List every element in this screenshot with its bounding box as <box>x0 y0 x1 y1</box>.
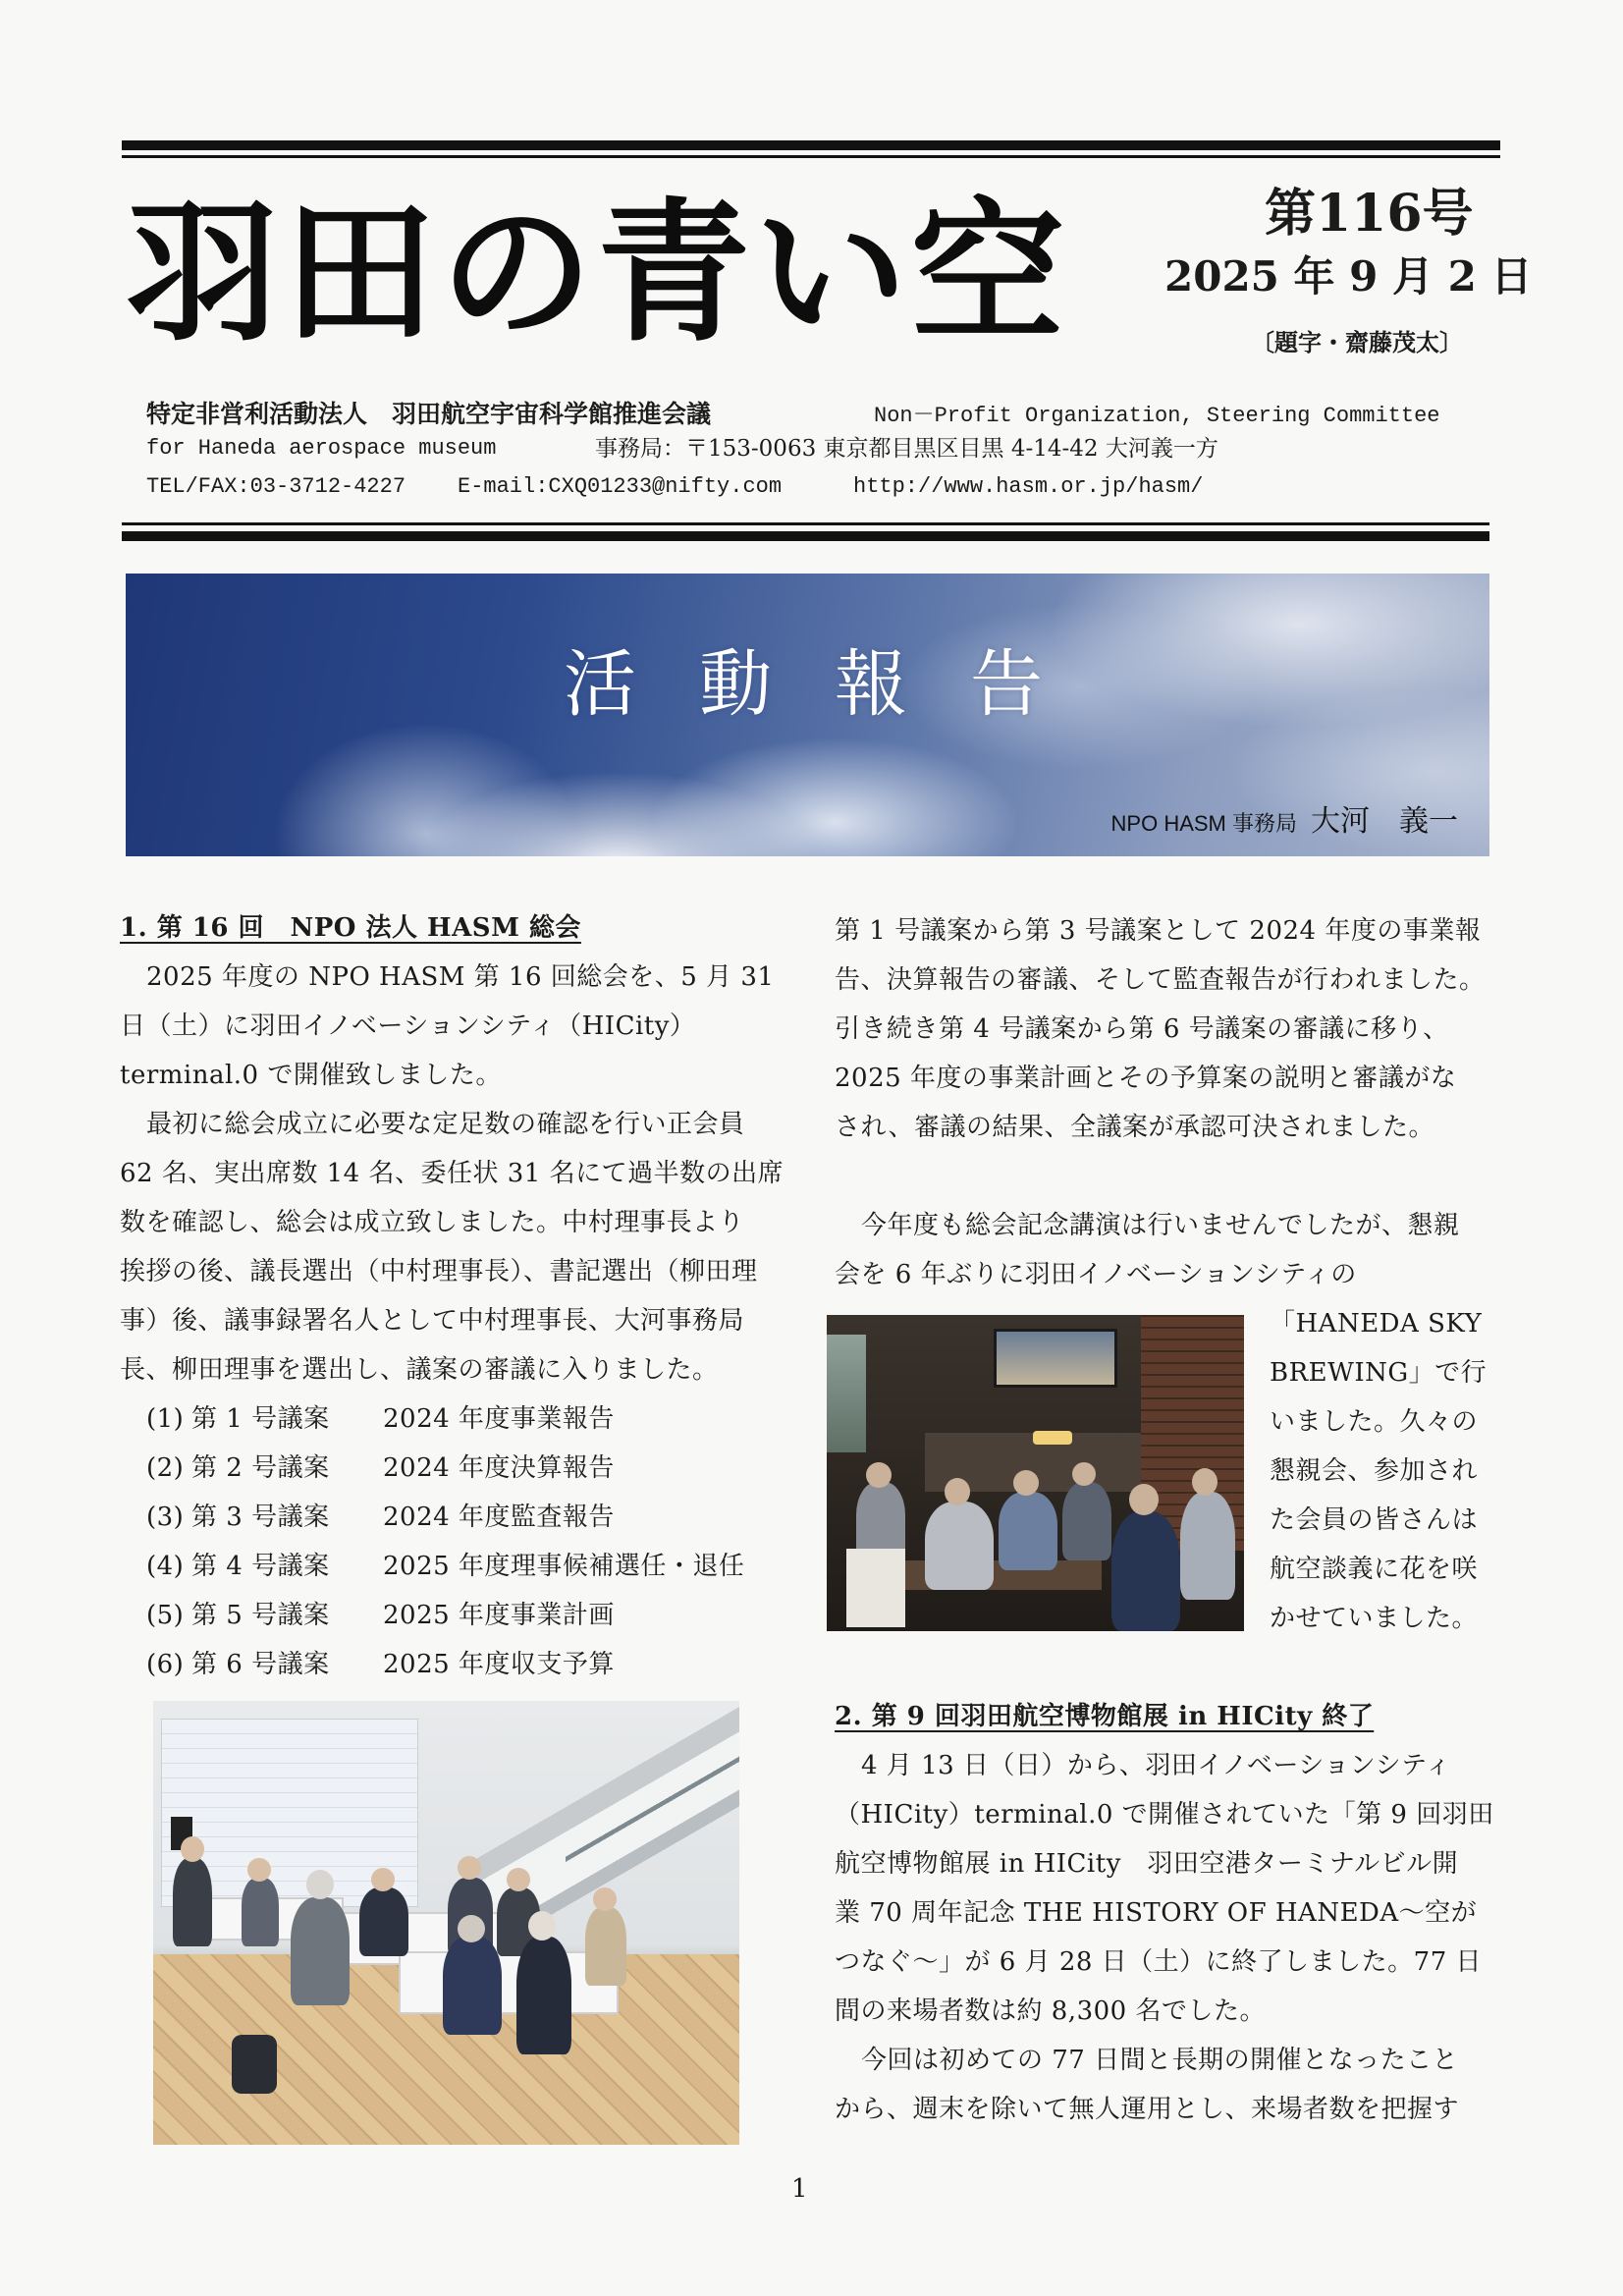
attendee <box>516 1937 571 2054</box>
photo-side-line: 航空談義に花を咲 <box>1270 1555 1479 1584</box>
left-column <box>120 903 784 1689</box>
photo-side-line: BREWING」で行 <box>1270 1358 1488 1388</box>
photo-side-line: た会員の皆さんは <box>1270 1505 1479 1535</box>
right-para1-line: 告、決算報告の審議、そして監査報告が行われました。 <box>835 965 1486 995</box>
attendee-head <box>1192 1468 1217 1496</box>
right-para1-line: 第 1 号議案から第 3 号議案として 2024 年度の事業報 <box>835 916 1482 946</box>
attendee-head <box>458 1915 485 1942</box>
section2-line: 今回は初めての 77 日間と長期の開催となったこと <box>861 2046 1459 2075</box>
page-number: 1 <box>791 2174 808 2204</box>
agenda-item <box>120 1493 778 1542</box>
agenda-list <box>120 1394 778 1689</box>
attendee-head <box>247 1858 271 1882</box>
newsletter-title: 羽田の青い空 <box>126 183 1068 362</box>
agenda-number: (5) <box>146 1601 185 1630</box>
right-para2-line: 会を 6 年ぶりに羽田イノベーションシティの <box>835 1260 1357 1289</box>
banner-title: 活動報告 <box>564 642 1106 727</box>
photo-side-line: 「HANEDA SKY <box>1270 1309 1483 1339</box>
paragraph-spacer <box>835 1643 1502 1692</box>
section2-line: 業 70 周年記念 THE HISTORY OF HANEDA～空が <box>835 1898 1478 1928</box>
attendee <box>585 1907 626 1986</box>
title-calligrapher: 〔題字・齋藤茂太〕 <box>1251 328 1463 356</box>
attendee-head <box>945 1478 970 1505</box>
masthead-top-rule-thin <box>122 155 1500 158</box>
agenda-item <box>120 1394 778 1444</box>
stair-railing <box>566 1740 739 1897</box>
counter-light <box>1033 1431 1072 1445</box>
agenda-description: 2024 年度決算報告 <box>383 1453 615 1483</box>
attendee-head <box>1013 1470 1039 1496</box>
author-name: 大河 義一 <box>1311 804 1458 839</box>
attendee-head <box>371 1868 395 1891</box>
wall-picture <box>994 1329 1117 1388</box>
attendee-head <box>306 1870 334 1899</box>
attendee <box>1062 1482 1111 1560</box>
photo-side-line: いました。久々の <box>1270 1407 1479 1437</box>
banner-author <box>1111 805 1458 843</box>
tel-fax: TEL/FAX:03-3712-4227 <box>146 474 406 499</box>
agenda-label: 第 4 号議案 <box>191 1552 330 1581</box>
issue-number: 第116号 <box>1265 184 1474 244</box>
section2-line: から、週末を除いて無人運用とし、来場者数を把握す <box>835 2095 1460 2124</box>
attendee <box>925 1502 994 1590</box>
agenda-description: 2025 年度収支予算 <box>383 1650 615 1679</box>
section1-line: 事）後、議事録署名人として中村理事長、大河事務局 <box>120 1306 745 1336</box>
agenda-number: (6) <box>146 1650 185 1679</box>
window <box>827 1335 866 1452</box>
agenda-label: 第 5 号議案 <box>191 1601 330 1630</box>
social-gathering-photo <box>827 1315 1244 1631</box>
agenda-description: 2024 年度監査報告 <box>383 1503 615 1532</box>
section2-line: 航空博物館展 in HICity 羽田空港ターミナルビル開 <box>835 1849 1459 1879</box>
attendee <box>359 1887 408 1956</box>
attendee-head <box>181 1836 204 1862</box>
organization-name-en-1: Non－Profit Organization, Steering Committee <box>874 404 1440 428</box>
backpack <box>232 2035 277 2094</box>
menu-board <box>846 1549 905 1627</box>
section1-line: 長、柳田理事を選出し、議案の審議に入りました。 <box>120 1355 719 1385</box>
organization-name-ja: 特定非営利活動法人 羽田航空宇宙科学館推進会議 <box>146 400 712 428</box>
agenda-item <box>120 1640 778 1689</box>
agenda-description: 2024 年度事業報告 <box>383 1404 615 1434</box>
masthead-top-rule-thick <box>122 140 1500 150</box>
agenda-label: 第 3 号議案 <box>191 1503 330 1532</box>
attendee <box>1180 1492 1235 1600</box>
section1-line: terminal.0 で開催致しました。 <box>120 1061 502 1090</box>
website-url: http://www.hasm.or.jp/hasm/ <box>853 474 1204 499</box>
attendee <box>291 1897 350 2005</box>
right-para1-line: 引き続き第 4 号議案から第 6 号議案の審議に移り、 <box>835 1014 1449 1044</box>
attendee-head <box>593 1887 617 1911</box>
section1-line: 挨拶の後、議長選出（中村理事長）、書記選出（柳田理 <box>120 1257 758 1286</box>
section1-line: 日（土）に羽田イノベーションシティ（HICity） <box>120 1011 696 1041</box>
photo-side-line: かせていました。 <box>1270 1604 1479 1633</box>
email-address: E-mail:CXQ01233@nifty.com <box>458 474 783 499</box>
agenda-number: (1) <box>146 1404 185 1434</box>
attendee <box>1111 1511 1180 1631</box>
attendee-head <box>866 1462 892 1488</box>
agenda-label: 第 2 号議案 <box>191 1453 330 1483</box>
section1-heading: 1. 第 16 回 NPO 法人 HASM 総会 <box>120 913 581 943</box>
agenda-item <box>120 1542 778 1591</box>
section2-line: 4 月 13 日（日）から、羽田イノベーションシティ <box>861 1751 1452 1780</box>
attendee-head <box>528 1911 556 1941</box>
agenda-label: 第 1 号議案 <box>191 1404 330 1434</box>
attendee <box>443 1937 502 2035</box>
agenda-item <box>120 1444 778 1493</box>
right-para1-line: され、審議の結果、全議案が承認可決されました。 <box>835 1113 1435 1142</box>
section1-line: 2025 年度の NPO HASM 第 16 回総会を、5 月 31 <box>146 962 775 992</box>
section1-line: 62 名、実出席数 14 名、委任状 31 名にて過半数の出席 <box>120 1159 784 1188</box>
masthead-bottom-rule-thin <box>122 522 1489 525</box>
agenda-description: 2025 年度理事候補選任・退任 <box>383 1552 745 1581</box>
attendee <box>242 1878 279 1946</box>
attendee <box>999 1492 1057 1570</box>
activity-report-banner <box>126 574 1489 856</box>
masthead-bottom-rule-thick <box>122 531 1489 541</box>
attendee-head <box>1129 1484 1159 1515</box>
section2-line: つなぐ～」が 6 月 28 日（土）に終了しました。77 日 <box>835 1947 1483 1977</box>
right-para1-line: 2025 年度の事業計画とその予算案の説明と審議がな <box>835 1064 1457 1093</box>
section1-line: 数を確認し、総会は成立致しました。中村理事長より <box>120 1208 745 1237</box>
agenda-number: (3) <box>146 1503 185 1532</box>
attendee-head <box>458 1856 481 1880</box>
general-meeting-photo <box>153 1701 739 2145</box>
section2-line: （HICity）terminal.0 で開催されていた「第 9 回羽田 <box>835 1800 1494 1830</box>
paragraph-spacer <box>835 1152 1502 1201</box>
section2-heading: 2. 第 9 回羽田航空博物館展 in HICity 終了 <box>835 1702 1375 1731</box>
section1-line: 最初に総会成立に必要な定足数の確認を行い正会員 <box>146 1110 745 1139</box>
attendee <box>173 1858 212 1946</box>
office-address: 事務局：〒153-0063 東京都目黒区目黒 4-14-42 大河義一方 <box>595 436 1218 462</box>
attendee-head <box>1072 1462 1096 1486</box>
agenda-description: 2025 年度事業計画 <box>383 1601 615 1630</box>
agenda-number: (2) <box>146 1453 185 1483</box>
section2-line: 間の来場者数は約 8,300 名でした。 <box>835 1996 1266 2026</box>
photo-side-line: 懇親会、参加され <box>1270 1456 1479 1486</box>
attendee-head <box>507 1868 530 1891</box>
right-para2-line: 今年度も総会記念講演は行いませんでしたが、懇親 <box>861 1211 1460 1240</box>
agenda-number: (4) <box>146 1552 185 1581</box>
author-organization: NPO HASM 事務局 <box>1110 811 1297 836</box>
agenda-label: 第 6 号議案 <box>191 1650 330 1679</box>
agenda-item <box>120 1591 778 1640</box>
organization-name-en-2: for Haneda aerospace museum <box>146 436 497 461</box>
issue-date: 2025 年 9 月 2 日 <box>1164 252 1533 301</box>
